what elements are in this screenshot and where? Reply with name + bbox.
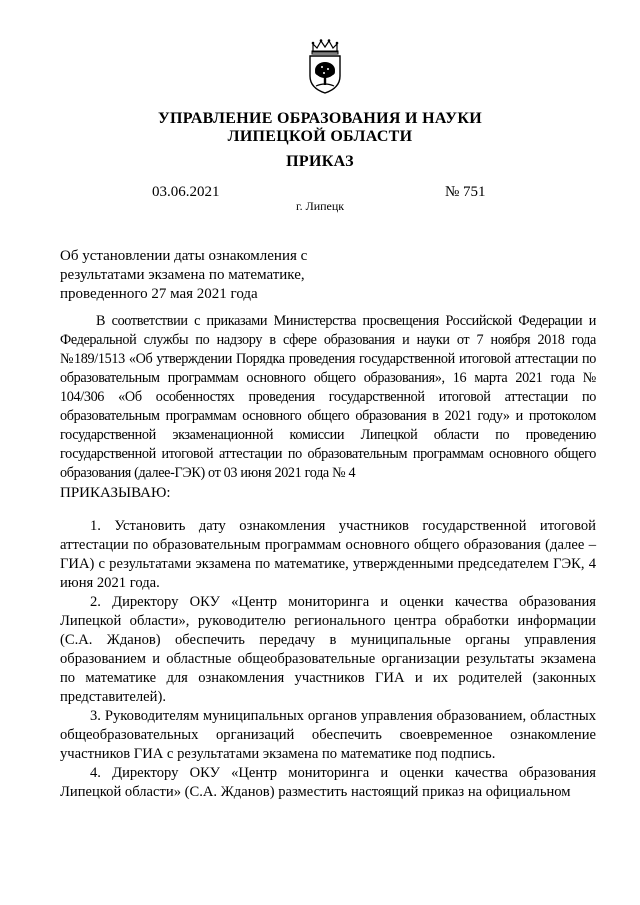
org-name-line1: УПРАВЛЕНИЕ ОБРАЗОВАНИЯ И НАУКИ xyxy=(158,110,482,127)
order-preamble: В соответствии с приказами Министерства просвещения Российской Федерации и Федеральной службы по надзору в сфере образования и науки от 7 ноября 2018 года №189/1513 «Об утверждении Порядка проведения государственной итоговой аттестации по образовательным программам основного общего образования», 16 марта 2021 года № 104/306 «Об особенностях проведения государственной итоговой аттестации по образовательным программам основного общего образования в 2021 году» и протоколом государственной экзаменационной комиссии Липецкой области по проведению государственной итоговой аттестации по образовательным программам основного общего образования (далее-ГЭК) от 03 июня 2021 года № 4 xyxy=(60,313,596,481)
org-name-line2: ЛИПЕЦКОЙ ОБЛАСТИ xyxy=(227,128,413,145)
subject-line3: проведенного 27 мая 2021 года xyxy=(60,286,258,302)
subject-line1: Об установлении даты ознакомления с xyxy=(60,248,308,264)
subject-line2: результатами экзамена по математике, xyxy=(60,267,305,283)
coat-of-arms-icon xyxy=(305,38,345,94)
order-city: г. Липецк xyxy=(296,199,345,213)
order-items xyxy=(60,517,596,802)
order-item-4: 4. Директору ОКУ «Центр мониторинга и оценки качества образования Липецкой области» (С.А. Жданов) разместить настоящий приказ на официальном xyxy=(60,765,596,800)
order-subject xyxy=(60,247,336,304)
order-item-2: 2. Директору ОКУ «Центр мониторинга и оценки качества образования Липецкой области», руководителю регионального центра обработки информации (С.А. Жданов) обеспечить передачу в муниципальные органы управления образованием и областные общеобразовательные организации результаты экзамена по математике для ознакомления участников ГИА и их родителей (законных представителей). xyxy=(60,594,596,705)
order-number: № 751 xyxy=(445,184,486,200)
order-directive: ПРИКАЗЫВАЮ: xyxy=(60,485,171,501)
order-item-3: 3. Руководителям муниципальных органов управления образованием, областных общеобразовательных организаций обеспечить своевременное ознакомление участников ГИА с результатами экзамена по математике под подпись. xyxy=(60,708,596,762)
order-item-1: 1. Установить дату ознакомления участников государственной итоговой аттестации по образовательным программам основного общего образования (далее – ГИА) с результатами экзамена по математике, утвержденными председателем ГЭК, 4 июня 2021 года. xyxy=(60,518,596,591)
document-type: ПРИКАЗ xyxy=(286,153,354,170)
order-date: 03.06.2021 xyxy=(152,184,220,200)
